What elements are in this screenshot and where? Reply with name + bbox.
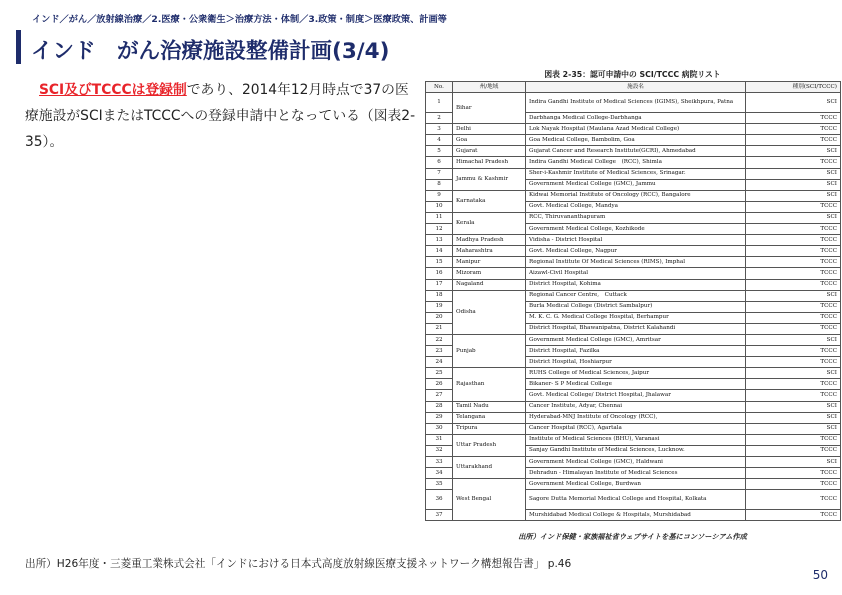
cell-type: SCI — [746, 423, 841, 434]
cell-type: SCI — [746, 146, 841, 157]
cell-type: TCCC — [746, 379, 841, 390]
breadcrumb: インド／がん／放射線治療／2.医療・公衆衛生＞治療方法・体制／3.政策・制度＞医療政策、計画等 — [32, 14, 447, 25]
cell-no: 18 — [426, 290, 453, 301]
table-body — [426, 93, 841, 521]
table-row — [426, 457, 841, 468]
cell-no: 17 — [426, 279, 453, 290]
cell-no: 6 — [426, 157, 453, 168]
header-state: 州/地域 — [453, 82, 526, 93]
cell-facility: Govt. Medical College/ District Hospital, Jhalawar — [526, 390, 746, 401]
cell-no: 30 — [426, 423, 453, 434]
table-row — [426, 257, 841, 268]
cell-type: SCI — [746, 334, 841, 345]
cell-type: SCI — [746, 93, 841, 113]
cell-facility: District Hospital, Kohima — [526, 279, 746, 290]
table-row — [426, 93, 841, 113]
table-row — [426, 279, 841, 290]
cell-no: 34 — [426, 468, 453, 479]
cell-facility: Kidwai Memorial Institute of Oncology (RCC), Bangalore — [526, 190, 746, 201]
cell-no: 33 — [426, 457, 453, 468]
cell-type: TCCC — [746, 510, 841, 521]
page-number: 50 — [812, 568, 828, 582]
cell-no: 35 — [426, 479, 453, 490]
cell-no: 11 — [426, 212, 453, 223]
cell-state: Goa — [453, 135, 526, 146]
cell-facility: Darbhanga Medical College-Darbhanga — [526, 113, 746, 124]
table-row — [426, 423, 841, 434]
cell-type: SCI — [746, 290, 841, 301]
cell-type: TCCC — [746, 323, 841, 334]
cell-state: Uttarakhand — [453, 457, 526, 479]
cell-facility: M. K. C. G. Medical College Hospital, Berhampur — [526, 312, 746, 323]
cell-facility: Vidisha - District Hospital — [526, 235, 746, 246]
cell-facility: Burla Medical College (District Sambalpur) — [526, 301, 746, 312]
cell-facility: RCC, Thiruvananthapuram — [526, 212, 746, 223]
cell-no: 1 — [426, 93, 453, 113]
cell-no: 7 — [426, 168, 453, 179]
cell-type: TCCC — [746, 479, 841, 490]
cell-state: Kerala — [453, 212, 526, 234]
cell-no: 24 — [426, 357, 453, 368]
table-header-row — [426, 82, 841, 93]
cell-facility: Lok Nayak Hospital (Maulana Azad Medical College) — [526, 124, 746, 135]
table-row — [426, 190, 841, 201]
cell-facility: Govt. Medical College, Nagpur — [526, 246, 746, 257]
table-row — [426, 334, 841, 345]
cell-type: SCI — [746, 212, 841, 223]
cell-type: TCCC — [746, 224, 841, 235]
header-facility: 施設名 — [526, 82, 746, 93]
cell-state: Delhi — [453, 124, 526, 135]
cell-facility: Regional Cancer Centre, Cuttack — [526, 290, 746, 301]
cell-facility: Murshidabad Medical College & Hospitals, Murshidabad — [526, 510, 746, 521]
cell-no: 12 — [426, 224, 453, 235]
header-type: 種別(SCI/TCCC) — [746, 82, 841, 93]
cell-no: 9 — [426, 190, 453, 201]
cell-no: 21 — [426, 323, 453, 334]
cell-state: Nagaland — [453, 279, 526, 290]
highlight-text: SCI及びTCCCは登録制 — [39, 82, 187, 98]
table-row — [426, 124, 841, 135]
cell-state: Rajasthan — [453, 368, 526, 401]
cell-state: Uttar Pradesh — [453, 434, 526, 456]
cell-facility: Cancer Hospital (RCC), Agartala — [526, 423, 746, 434]
cell-type: SCI — [746, 368, 841, 379]
cell-facility: District Hospital, Hoshiarpur — [526, 357, 746, 368]
cell-type: TCCC — [746, 201, 841, 212]
cell-type: TCCC — [746, 312, 841, 323]
figure-source: 出所）インド保健・家族福祉省ウェブサイトを基にコンソーシアム作成 — [518, 532, 747, 541]
body-paragraph — [25, 77, 417, 155]
cell-state: Tripura — [453, 423, 526, 434]
cell-no: 19 — [426, 301, 453, 312]
cell-no: 37 — [426, 510, 453, 521]
cell-type: SCI — [746, 401, 841, 412]
table-row — [426, 135, 841, 146]
cell-facility: Sanjay Gandhi Institute of Medical Sciences, Lucknow. — [526, 445, 746, 456]
cell-type: SCI — [746, 179, 841, 190]
table-row — [426, 146, 841, 157]
cell-facility: Sagore Dutta Memorial Medical College and Hospital, Kolkata — [526, 490, 746, 510]
cell-facility: Goa Medical College, Bambolim, Goa — [526, 135, 746, 146]
cell-facility: RUHS College of Medical Sciences, Jaipur — [526, 368, 746, 379]
cell-no: 15 — [426, 257, 453, 268]
cell-type: TCCC — [746, 124, 841, 135]
cell-state: Maharashtra — [453, 246, 526, 257]
cell-type: TCCC — [746, 445, 841, 456]
cell-no: 10 — [426, 201, 453, 212]
cell-facility: Cancer Institute, Adyar, Chennai — [526, 401, 746, 412]
cell-facility: District Hospital, Fazilka — [526, 346, 746, 357]
table-row — [426, 268, 841, 279]
cell-facility: Government Medical College (GMC), Amritsar — [526, 334, 746, 345]
cell-state: Gujarat — [453, 146, 526, 157]
cell-state: Odisha — [453, 290, 526, 334]
body-text-rest: であり、2014年12月時点で37の医療施設がSCIまたはTCCCへの登録申請中となっている（図表2-35）。 — [25, 82, 416, 150]
cell-type: TCCC — [746, 135, 841, 146]
cell-no: 29 — [426, 412, 453, 423]
cell-type: TCCC — [746, 301, 841, 312]
cell-state: Telangana — [453, 412, 526, 423]
cell-no: 23 — [426, 346, 453, 357]
cell-facility: Indira Gandhi Medical College (RCC), Shimla — [526, 157, 746, 168]
cell-no: 3 — [426, 124, 453, 135]
cell-no: 20 — [426, 312, 453, 323]
cell-no: 8 — [426, 179, 453, 190]
cell-no: 31 — [426, 434, 453, 445]
cell-no: 26 — [426, 379, 453, 390]
table-row — [426, 479, 841, 490]
cell-state: Bihar — [453, 93, 526, 124]
cell-no: 32 — [426, 445, 453, 456]
cell-type: TCCC — [746, 157, 841, 168]
cell-state: Tamil Nadu — [453, 401, 526, 412]
cell-facility: Regional Institute Of Medical Sciences (RIMS), Imphal — [526, 257, 746, 268]
cell-facility: Bikaner- S P Medical College — [526, 379, 746, 390]
cell-type: TCCC — [746, 268, 841, 279]
cell-type: TCCC — [746, 113, 841, 124]
cell-type: TCCC — [746, 468, 841, 479]
cell-type: SCI — [746, 168, 841, 179]
cell-facility: Hyderabad-MNJ Institute of Oncology (RCC), — [526, 412, 746, 423]
table-row — [426, 368, 841, 379]
cell-facility: Sher-i-Kashmir Institute of Medical Sciences, Srinagar. — [526, 168, 746, 179]
cell-type: TCCC — [746, 490, 841, 510]
cell-facility: Government Medical College (GMC), Haldwani — [526, 457, 746, 468]
cell-type: SCI — [746, 457, 841, 468]
table-row — [426, 412, 841, 423]
cell-state: Mizoram — [453, 268, 526, 279]
cell-type: SCI — [746, 190, 841, 201]
cell-no: 13 — [426, 235, 453, 246]
cell-type: TCCC — [746, 434, 841, 445]
table-row — [426, 434, 841, 445]
cell-facility: Gujarat Cancer and Research Institute(GCRI), Ahmedabad — [526, 146, 746, 157]
cell-no: 16 — [426, 268, 453, 279]
cell-facility: Government Medical College (GMC), Jammu — [526, 179, 746, 190]
cell-no: 14 — [426, 246, 453, 257]
cell-facility: Government Medical College, Kozhikode — [526, 224, 746, 235]
cell-type: TCCC — [746, 346, 841, 357]
cell-type: TCCC — [746, 357, 841, 368]
table-row — [426, 235, 841, 246]
source-note: 出所）H26年度・三菱重工業株式会社「インドにおける日本式高度放射線医療支援ネットワーク構想報告書」 p.46 — [25, 558, 572, 570]
cell-type: TCCC — [746, 246, 841, 257]
cell-facility: District Hospital, Bhawanipatna, District Kalahandi — [526, 323, 746, 334]
cell-state: Himachal Pradesh — [453, 157, 526, 168]
cell-no: 28 — [426, 401, 453, 412]
table-row — [426, 401, 841, 412]
cell-facility: Indira Gandhi Institute of Medical Sciences (IGIMS), Sheikhpura, Patna — [526, 93, 746, 113]
cell-state: Karnataka — [453, 190, 526, 212]
cell-state: Manipur — [453, 257, 526, 268]
header-no: No. — [426, 82, 453, 93]
cell-type: TCCC — [746, 235, 841, 246]
cell-facility: Govt. Medical College, Mandya — [526, 201, 746, 212]
cell-state: Punjab — [453, 334, 526, 367]
cell-state: Madhya Pradesh — [453, 235, 526, 246]
page-title: インド がん治療施設整備計画(3/4) — [31, 39, 390, 64]
cell-facility: Dehradun - Himalayan Institute of Medical Sciences — [526, 468, 746, 479]
cell-type: TCCC — [746, 279, 841, 290]
cell-no: 25 — [426, 368, 453, 379]
cell-type: SCI — [746, 412, 841, 423]
cell-type: TCCC — [746, 390, 841, 401]
cell-facility: Aizawl-Civil Hospital — [526, 268, 746, 279]
cell-no: 4 — [426, 135, 453, 146]
title-accent-bar — [16, 30, 21, 64]
cell-no: 5 — [426, 146, 453, 157]
hospital-table — [425, 81, 841, 521]
cell-facility: Government Medical College, Burdwan — [526, 479, 746, 490]
table-row — [426, 168, 841, 179]
cell-no: 36 — [426, 490, 453, 510]
table-row — [426, 290, 841, 301]
cell-facility: Institute of Medical Sciences (BHU), Varanasi — [526, 434, 746, 445]
cell-no: 22 — [426, 334, 453, 345]
cell-no: 2 — [426, 113, 453, 124]
table-row — [426, 212, 841, 223]
cell-state: Jammu & Kashmir — [453, 168, 526, 190]
table-row — [426, 246, 841, 257]
cell-type: TCCC — [746, 257, 841, 268]
cell-state: West Bengal — [453, 479, 526, 521]
table-row — [426, 157, 841, 168]
cell-no: 27 — [426, 390, 453, 401]
figure-title: 図表 2-35：認可申請中の SCI/TCCC 病院リスト — [544, 70, 721, 79]
